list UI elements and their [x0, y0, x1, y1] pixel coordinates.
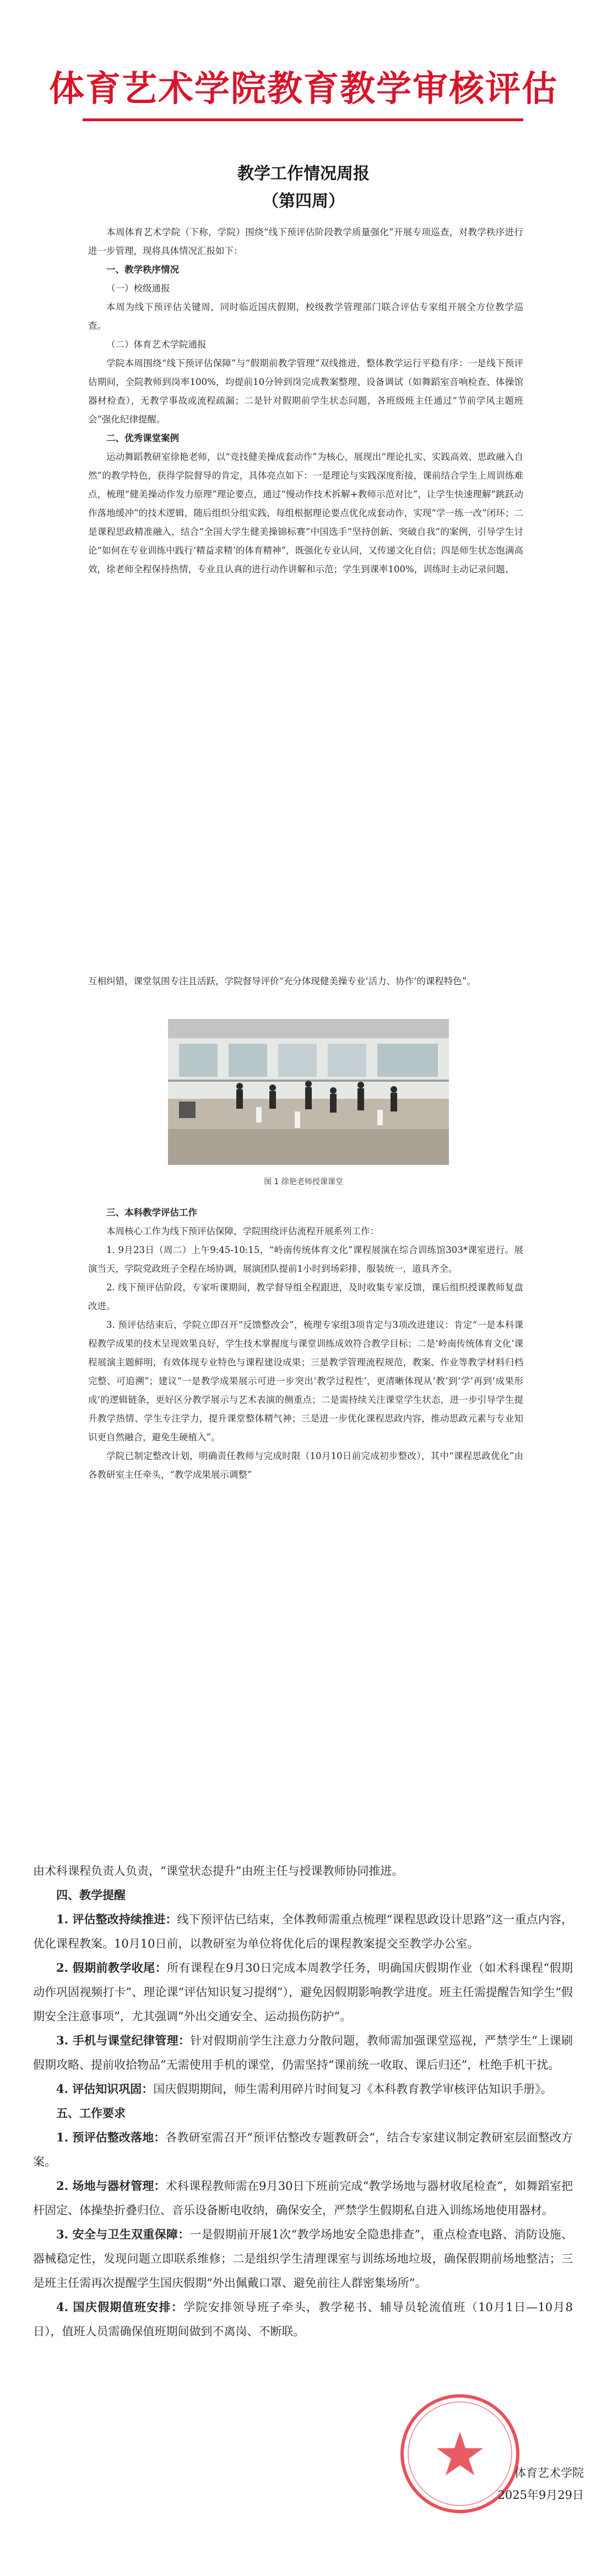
requirement-item: 1. 预评估整改落地：各教研室需召开“预评估整改专题教研会”，结合专家建议制定教研室层面整改方案。 [33, 2130, 573, 2168]
paragraph-school: 本周为线下预评估关键周，同时临近国庆假期，校级教学管理部门联合评估专家组开展全方位教学巡查。 [88, 302, 523, 331]
section-heading-requirements: 五、工作要求 [56, 2106, 126, 2120]
report-title: 教学工作情况周报 [237, 164, 370, 183]
paragraph-evaluation-1: 1. 9月23日（周二）上午9:45-10:15，“岭南传统体育文化”课程展演在综合训练馆303*课室进行。展演当天，学院党政班子全程在场协调，展演团队提前1小时到场彩排，服装统一，道具齐全。 [88, 1245, 523, 1274]
paragraph-college: 学院本周围绕“线下预评估保障”与“假期前教学管理”双线推进，整体教学运行平稳有序：一是线下预评估期间，全院教师到岗率100%，均提前10分钟到岗完成教案整理、设备调试（如舞蹈室音响检查、体操馆器材检查），无教学事故或流程疏漏；二是针对假期前学生状态问题，各班级班主任通过“节前学风主题班会”强化纪律提醒。 [88, 358, 523, 425]
signature-block [386, 2462, 584, 2506]
section-heading-evaluation: 三、本科教学评估工作 [106, 1207, 197, 1218]
paragraph-evaluation-3: 3. 预评估结束后，学院立即召开“反馈整改会”，梳理专家组3项肯定与3项改进建议：肯定“一是本科课程教学成果的技术呈现效果良好，学生技术掌握度与课堂训练成效符合教学目标；二是‘岭南传统体育文化’课程展演主题鲜明，有效体现专业特色与课程建设成果；三是教学管理流程规范，教案、作业等教学材料归档完整、可追溯”；建议“一是教学成果展示可进一步突出‘教学过程性’，更清晰体现从‘教’到‘学’再到‘成果形成’的逻辑链条，更好区分教学展示与艺术表演的侧重点；二是需持续关注课堂学生状态，进一步引导学生提升教学热情、学生专注学力，提升课堂整体精气神；三是进一步优化课程思政内容，推动思政元素与专业知识更自然融合，避免生硬植入”。 [88, 1320, 523, 1442]
paragraph-evaluation-4-continued: 由术科课程负责人负责，“课堂状态提升”由班主任与授课教师协同推进。 [33, 1864, 404, 1878]
section-heading-reminders: 四、教学提醒 [56, 1888, 126, 1902]
subheading-school: （一）校级通报 [106, 283, 170, 294]
paragraph-evaluation-intro: 本周核心工作为线下预评估保障，学院围绕评估流程开展系列工作： [106, 1226, 379, 1237]
requirement-item: 2. 场地与器材管理：术科课程教师需在9月30日下班前完成“教学场地与器材收尾检查”，如舞蹈室把杆固定、体操垫折叠归位、音乐设备断电收纳，确保安全，严禁学生假期私自进入训练场地使用器材。 [33, 2179, 573, 2217]
banner-title: 体育艺术学院教育教学审核评估 [49, 69, 558, 110]
reminder-item: 1. 评估整改持续推进：线下预评估已结束，全体教师需重点梳理“课程思政设计思路”这一重点内容，优化课程教案。10月10日前，以教研室为单位将优化后的课程教案提交至教学办公室。 [33, 1912, 573, 1950]
paragraph-evaluation-2: 2. 线下预评估阶段，专家听课期间，教学督导组全程跟进，及时收集专家反馈，课后组织授课教师复盘改进。 [88, 1282, 523, 1311]
report-body-part3 [88, 1203, 523, 1484]
signature-org: 体育艺术学院 [514, 2466, 584, 2480]
subheading-college: （二）体育艺术学院通报 [106, 339, 207, 350]
requirement-item: 3. 安全与卫生双重保障：一是假期前开展1次“教学场地安全隐患排查”，重点检查电路、消防设施、器械稳定性，发现问题立即联系维修；二是组织学生清理课室与训练场地垃圾，确保假期前场地整洁；三是班主任需再次提醒学生国庆假期“外出佩戴口罩、避免前往人群密集场所”。 [33, 2227, 573, 2290]
reminder-item: 2. 假期前教学收尾：所有课程在9月30日完成本周教学任务，明确国庆假期作业（如术科课程“假期动作巩固视频打卡”、理论课“评估知识复习提纲”），避免因假期影响教学进度。班主任需提醒告知学生“假期安全注意事项”，尤其强调“外出交通安全、运动损伤防护”。 [33, 1961, 573, 2023]
paragraph-evaluation-4: 学院已制定整改计划，明确责任教师与完成时限（10月10日前完成初步整改），其中“课程思政优化”由各教研室主任牵头，“教学成果展示调整” [88, 1451, 523, 1480]
section-heading-cases: 二、优秀课堂案例 [106, 433, 179, 443]
reminder-item: 4. 评估知识巩固：国庆假期期间，师生需利用碎片时间复习《本科教育教学审核评估知识手册》。 [56, 2082, 552, 2096]
classroom-photo [168, 1019, 449, 1165]
signature-date: 2025年9月29日 [497, 2488, 584, 2502]
report-week: （第四周） [262, 192, 345, 211]
requirement-item: 4. 国庆假期值班安排：学院安排领导班子牵头，教学秘书、辅导员轮流值班（10月1日—10月8日），值班人员需确保值班期间做到不离岗、不断联。 [33, 2300, 573, 2338]
banner-divider [83, 118, 523, 121]
paragraph-case: 运动舞蹈教研室徐艳老师，以“竞技健美操成套动作”为核心，展现出“理论扎实、实践高效、思政融入自然”的教学特色，获得学院督导的肯定，具体亮点如下：一是理论与实践深度衔接，课前结合学生上周训练难点，梳理“健美操动作发力原理”理论要点，通过“慢动作技术拆解+教师示范对比”，让学生快速理解“跳跃动作落地缓冲”的技术逻辑，随后组织分组实践，每组根据理论要点优化成套动作，实现“学一练一改”闭环；二是课程思政精准融入，结合“全国大学生健美操锦标赛”中国选手“坚持创新、突破自我”的案例，引导学生讨论“如何在专业训练中践行‘精益求精’的体育精神”，既强化专业认同，又传递文化自信；四是师生状态饱满高效，徐老师全程保持热情，专业且认真的进行动作讲解和示范；学生到课率100%，训练时主动记录问题、 [88, 452, 523, 574]
photo-caption: 图 1 徐艳老师授课课堂 [264, 1178, 343, 1186]
report-body-part2 [88, 972, 523, 991]
report-body-part1 [88, 223, 523, 579]
reminder-item: 3. 手机与课堂纪律管理：针对假期前学生注意力分散问题，教师需加强课堂巡视，严禁学生“上课刷假期攻略、提前收拾物品”无需使用手机的课堂，仍需坚持“课前统一收取、课后归还”，杜绝手机干扰。 [33, 2033, 573, 2071]
paragraph-case-continued: 互相纠错，课堂氛围专注且活跃，学院督导评价“充分体现健美操专业‘活力、协作’的课程特色”。 [88, 976, 476, 986]
intro-paragraph: 本周体育艺术学院（下称，学院）围绕“线下预评估阶段教学质量强化”开展专项巡查，对教学秩序进行进一步管理，现将具体情况汇报如下： [88, 227, 523, 256]
section-heading-order: 一、教学秩序情况 [106, 264, 179, 275]
report-body-part4 [33, 1859, 573, 2344]
